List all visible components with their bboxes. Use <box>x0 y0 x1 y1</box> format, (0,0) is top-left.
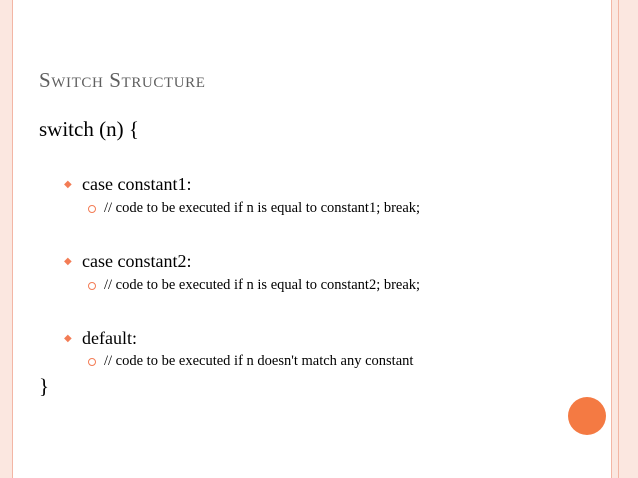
sub-item-case1 <box>88 200 420 217</box>
right-decorative-band <box>611 0 638 478</box>
circle-bullet-icon <box>88 282 96 290</box>
orange-circle-decoration <box>568 397 606 435</box>
bullet-icon: ◆ <box>64 179 72 190</box>
left-decorative-band <box>0 0 12 478</box>
sub-item-case2 <box>88 277 420 294</box>
bullet-icon: ◆ <box>64 256 72 267</box>
list-item-case1 <box>64 174 191 195</box>
switch-open-line: switch (n) { <box>39 117 139 141</box>
case-label: case constant1: <box>82 174 192 194</box>
bullet-icon: ◆ <box>64 333 72 344</box>
sub-item-default <box>88 353 413 370</box>
right-decorative-line <box>618 0 619 478</box>
list-item-case2 <box>64 251 191 272</box>
case-code-comment: // code to be executed if n is equal to constant1; break; <box>104 200 421 216</box>
circle-bullet-icon <box>88 205 96 213</box>
slide-title: Switch Structure <box>39 68 206 92</box>
case-label: case constant2: <box>82 251 192 271</box>
default-label: default: <box>82 328 137 348</box>
switch-close-line: } <box>39 374 50 398</box>
left-decorative-line <box>12 0 13 478</box>
circle-bullet-icon <box>88 358 96 366</box>
default-code-comment: // code to be executed if n doesn't match any constant <box>104 353 414 369</box>
list-item-default <box>64 328 137 349</box>
case-code-comment: // code to be executed if n is equal to constant2; break; <box>104 277 421 293</box>
